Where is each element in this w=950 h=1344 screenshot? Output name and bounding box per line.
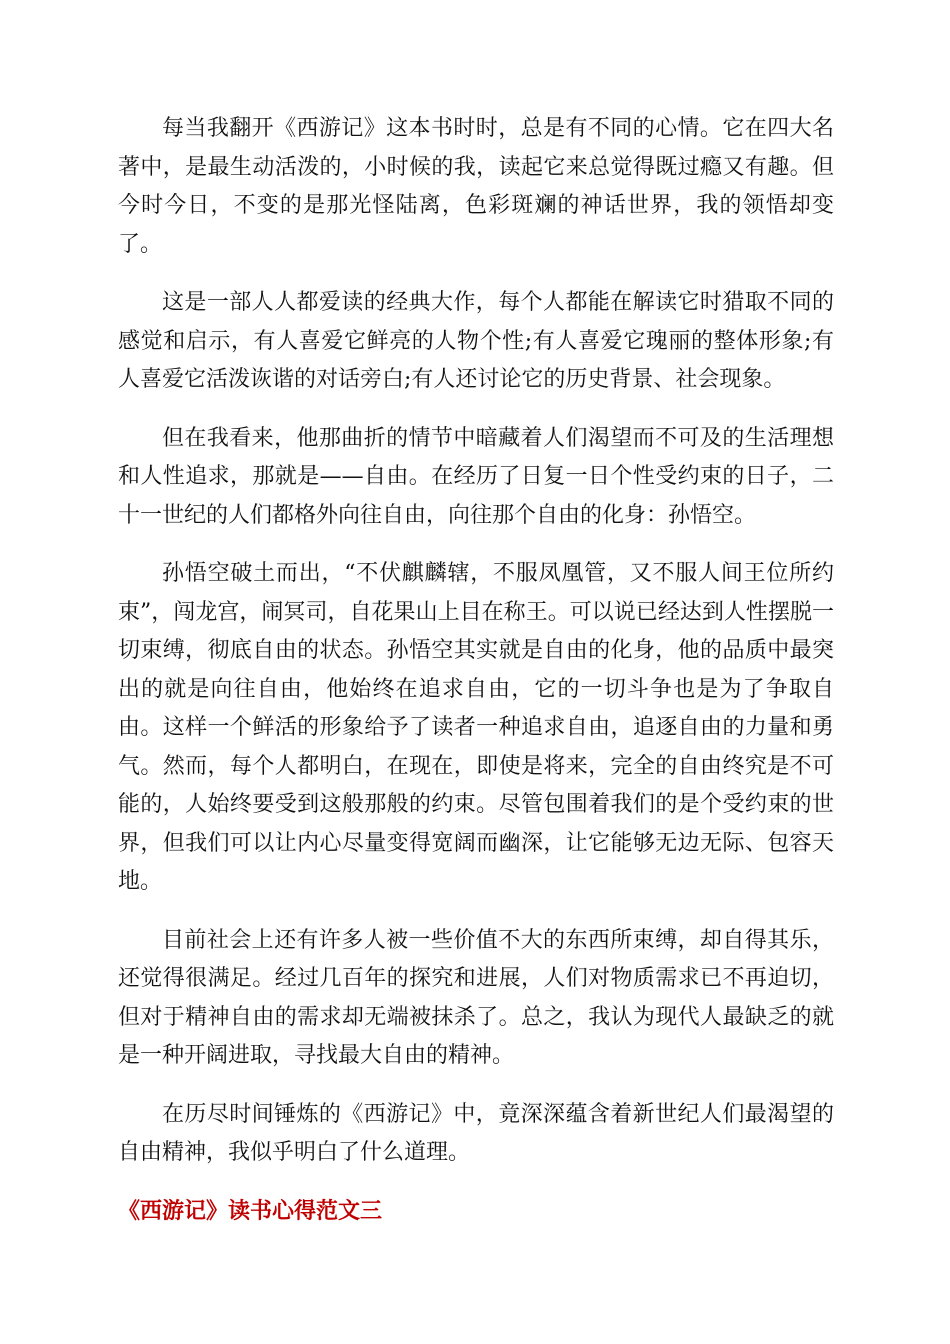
paragraph-3: 但在我看来，他那曲折的情节中暗藏着人们渴望而不可及的生活理想和人性追求，那就是——自由。在经历了日复一日个性受约束的日子，二十一世纪的人们都格外向往自由，向往那个自由的化身：孙悟空。 — [118, 425, 834, 528]
paragraph-6: 在历尽时间锤炼的《西游记》中，竟深深蕴含着新世纪人们最渴望的自由精神，我似乎明白了什么道理。 — [118, 1101, 834, 1165]
section-heading: 《西游记》读书心得范文三 — [118, 1198, 383, 1224]
paragraph-5: 目前社会上还有许多人被一些价值不大的东西所束缚，却自得其乐，还觉得很满足。经过几百年的探究和进展，人们对物质需求已不再迫切，但对于精神自由的需求却无端被抹杀了。总之，我认为现代人最缺乏的就是一种开阔进取，寻找最大自由的精神。 — [118, 927, 834, 1068]
document-body — [118, 110, 834, 1231]
paragraph-4: 孙悟空破土而出，“不伏麒麟辖，不服凤凰管，又不服人间王位所约束”，闯龙宫，闹冥司，自花果山上目在称王。可以说已经达到人性摆脱一切束缚，彻底自由的状态。孙悟空其实就是自由的化身，他的品质中最突出的就是向往自由，他始终在追求自由，它的一切斗争也是为了争取自由。这样一个鲜活的形象给予了读者一种追求自由，追逐自由的力量和勇气。然而，每个人都明白，在现在，即使是将来，完全的自由终究是不可能的，人始终要受到这般那般的约束。尽管包围着我们的是个受约束的世界，但我们可以让内心尽量变得宽阔而幽深，让它能够无边无际、包容天地。 — [118, 561, 834, 894]
paragraph-1: 每当我翻开《西游记》这本书时时，总是有不同的心情。它在四大名著中，是最生动活泼的，小时候的我，读起它来总觉得既过瘾又有趣。但今时今日，不变的是那光怪陆离，色彩斑斓的神话世界，我的领悟却变了。 — [118, 116, 834, 257]
paragraph-2: 这是一部人人都爱读的经典大作，每个人都能在解读它时猎取不同的感觉和启示，有人喜爱它鲜亮的人物个性;有人喜爱它瑰丽的整体形象;有人喜爱它活泼诙谐的对话旁白;有人还讨论它的历史背景、社会现象。 — [118, 290, 834, 392]
